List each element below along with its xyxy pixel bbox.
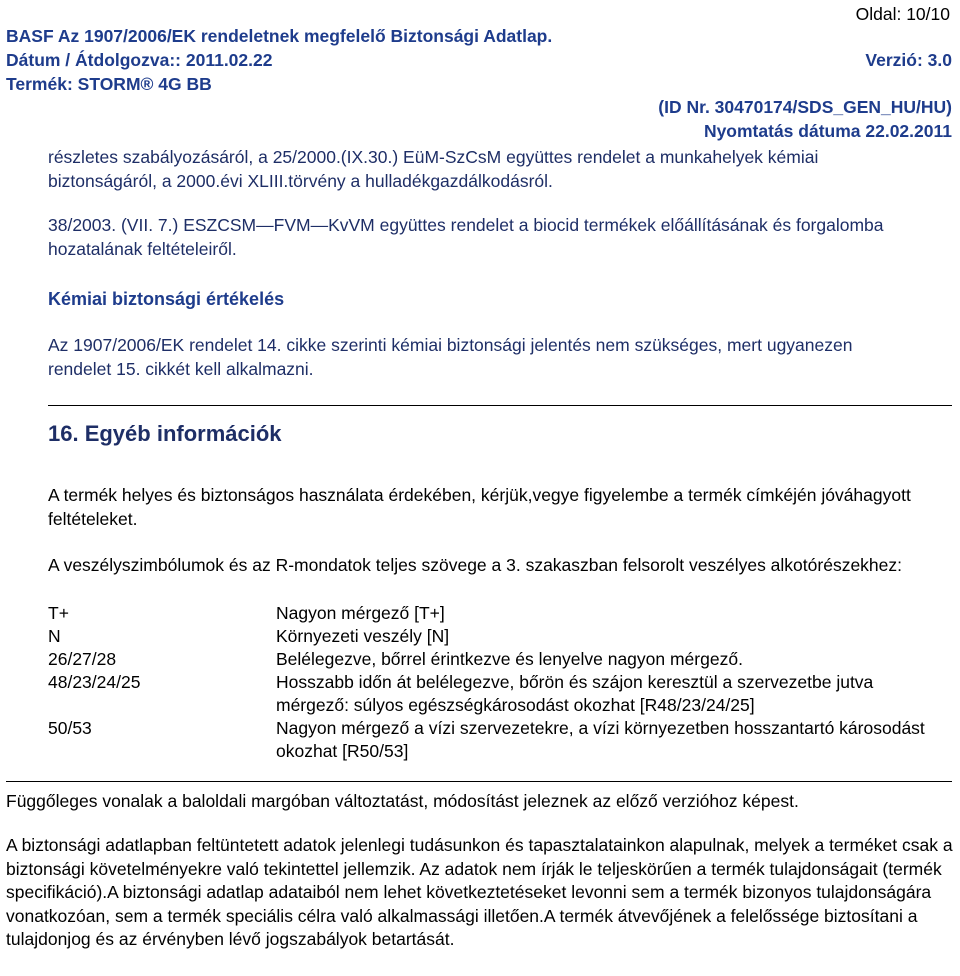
product-name: Termék: STORM® 4G BB [6, 74, 212, 94]
change-marker-note: Függőleges vonalak a baloldali margóban változtatást, módosítást jeleznek az előző verzióhoz képest. [6, 791, 799, 811]
regulation-paragraph-1: részletes szabályozásáról, a 25/2000.(IX.30.) EüM-SzCsM együttes rendelet a munkahelyek kémiai biztonságáról, a 2000.évi XLIII.törvény a hulladékgazdálkodásról. [48, 147, 819, 191]
hazard-description: Környezeti veszély [N] [276, 626, 450, 646]
version: Verzió: 3.0 [865, 50, 952, 70]
hazard-description: Belélegezve, bőrrel érintkezve és lenyelve nagyon mérgező. [276, 649, 743, 669]
hazard-code: T+ [48, 603, 69, 623]
hazard-description: Nagyon mérgező a vízi szervezetekre, a vízi környezetben hosszantartó károsodást okozhat [R50/53] [276, 718, 925, 761]
hazard-code: 50/53 [48, 718, 92, 738]
chemical-safety-paragraph: Az 1907/2006/EK rendelet 14. cikke szerinti kémiai biztonsági jelentés nem szükséges, mert ugyanezen rendelet 15. cikkét kell alkalmazni. [48, 335, 853, 379]
revision-date: Dátum / Átdolgozva:: 2011.02.22 [6, 50, 273, 70]
disclaimer-paragraph: A biztonsági adatlapban feltüntetett adatok jelenlegi tudásunkon és tapasztalatainkon alapulnak, melyek a terméket csak a biztonsági követelményekre való tekintettel jellemzik. Az adatok nem írják le teljeskörűen a termék tulajdonságait (termék specifikáció).A biztonsági adatlap adataiból nem lehet következtetéseket levonni sem a termék bizonyos tulajdonságára vonatkozóan, sem a termék speciális célra való alkalmassági illetően.A termék átvevőjének a felelőssége biztosítani a tulajdonjog és az érvényben lévő jogszabályok betartását. [6, 835, 953, 949]
document-id: (ID Nr. 30470174/SDS_GEN_HU/HU) [658, 97, 952, 117]
footer-divider [6, 781, 952, 782]
regulation-paragraph-2: 38/2003. (VII. 7.) ESZCSM—FVM—KvVM együttes rendelet a biocid termékek előállításának és forgalomba hozatalának feltételeiről. [48, 215, 884, 259]
r-phrases-intro: A veszélyszimbólumok és az R-mondatok teljes szövege a 3. szakaszban felsorolt veszélyes alkotórészekhez: [48, 555, 903, 575]
page-number: Oldal: 10/10 [855, 4, 950, 24]
document-title: BASF Az 1907/2006/EK rendeletnek megfelelő Biztonsági Adatlap. [6, 26, 553, 46]
section-divider [48, 405, 952, 406]
print-date: Nyomtatás dátuma 22.02.2011 [703, 121, 952, 141]
hazard-code: 48/23/24/25 [48, 672, 141, 692]
chemical-safety-subheading: Kémiai biztonsági értékelés [48, 289, 285, 309]
hazard-code: 26/27/28 [48, 649, 117, 669]
hazard-description: Nagyon mérgező [T+] [276, 603, 445, 623]
usage-paragraph: A termék helyes és biztonságos használata érdekében, kérjük,vegye figyelembe a termék címkéjén jóváhagyott feltételeket. [48, 485, 911, 529]
hazard-code: N [48, 626, 61, 646]
section-16-heading: 16. Egyéb információk [48, 421, 282, 446]
hazard-description: Hosszabb időn át belélegezve, bőrön és szájon keresztül a szervezetbe jutva mérgező: súlyos egészségkárosodást okozhat [R48/23/24/25] [276, 672, 874, 715]
